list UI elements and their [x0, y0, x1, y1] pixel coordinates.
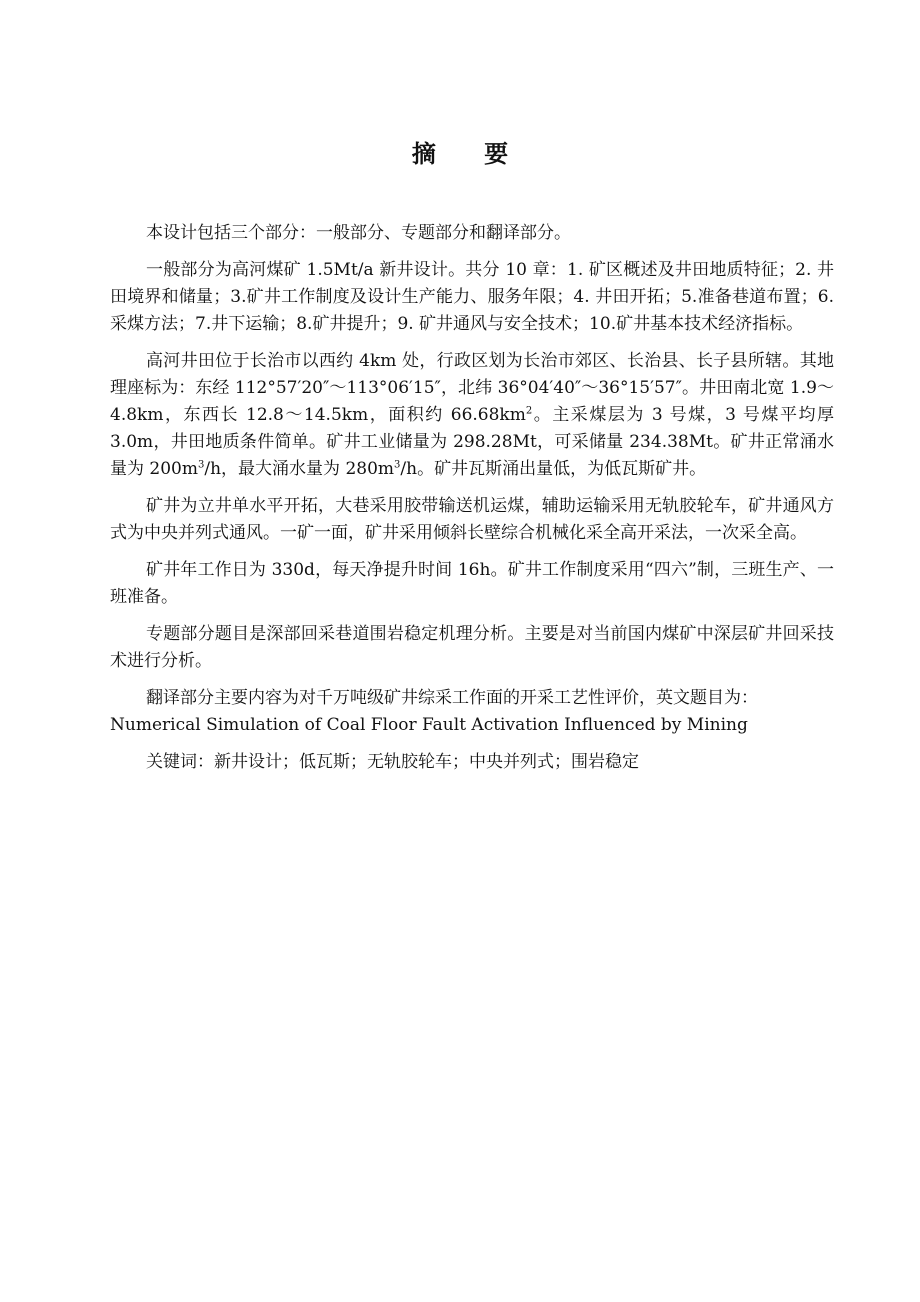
- geology-text-3: /h，最大涌水量为 280m: [204, 459, 395, 479]
- geology-superscript-2: 3: [197, 459, 205, 471]
- geology-superscript-3: 3: [394, 459, 401, 471]
- geology-text-2: 。主采煤层为 3 号煤，3 号煤平均厚 3.0m，井田地质条件简单。矿井工业储量为 298.28Mt，可采储量 234.38Mt。矿井正常涌水量为 200m: [110, 405, 834, 479]
- paragraph-special-topic: 专题部分题目是深部回采巷道围岩稳定机理分析。主要是对当前国内煤矿中深层矿井回采技术进行分析。: [110, 624, 834, 671]
- geology-superscript-1: 2: [525, 405, 533, 417]
- paragraph-geology: [110, 348, 834, 483]
- paragraph-translation: [110, 685, 834, 739]
- translation-intro: 翻译部分主要内容为对千万吨级矿井综采工作面的开采工艺性评价，英文题目为：: [146, 688, 758, 708]
- paragraph-development: 矿井为立井单水平开拓，大巷采用胶带输送机运煤，辅助运输采用无轨胶轮车，矿井通风方式为中央并列式通风。一矿一面，矿井采用倾斜长壁综合机械化采全高开采法，一次采全高。: [110, 496, 834, 543]
- geology-text-1: 高河井田位于长治市以西约 4km 处，行政区划为长治市郊区、长治县、长子县所辖。其地理座标为：东经 112°57′20″～113°06′15″，北纬 36°04′40″～36°15′57″。井田南北宽 1.9～4.8km，东西长 12.8～14.5km，面积约 66.68km: [110, 351, 834, 425]
- page-title: 摘 要: [411, 140, 529, 168]
- paragraph-overview: 本设计包括三个部分：一般部分、专题部分和翻译部分。: [146, 223, 571, 243]
- keywords-line: 关键词：新井设计；低瓦斯；无轨胶轮车；中央并列式；围岩稳定: [146, 752, 639, 772]
- paragraph-general-part: 一般部分为高河煤矿 1.5Mt/a 新井设计。共分 10 章：1. 矿区概述及井田地质特征；2. 井田境界和储量；3.矿井工作制度及设计生产能力、服务年限；4. 井田开拓；5.准备巷道布置；6.采煤方法；7.井下运输；8.矿井提升；9. 矿井通风与安全技术；10.矿井基本技术经济指标。: [110, 260, 834, 334]
- paragraph-work-schedule: 矿井年工作日为 330d，每天净提升时间 16h。矿井工作制度采用“四六”制，三班生产、一班准备。: [110, 560, 834, 607]
- geology-text-4: /h。矿井瓦斯涌出量低，为低瓦斯矿井。: [400, 459, 707, 479]
- abstract-body: [110, 220, 834, 786]
- translation-english-title: Numerical Simulation of Coal Floor Fault Activation Influenced by Mining: [110, 715, 748, 735]
